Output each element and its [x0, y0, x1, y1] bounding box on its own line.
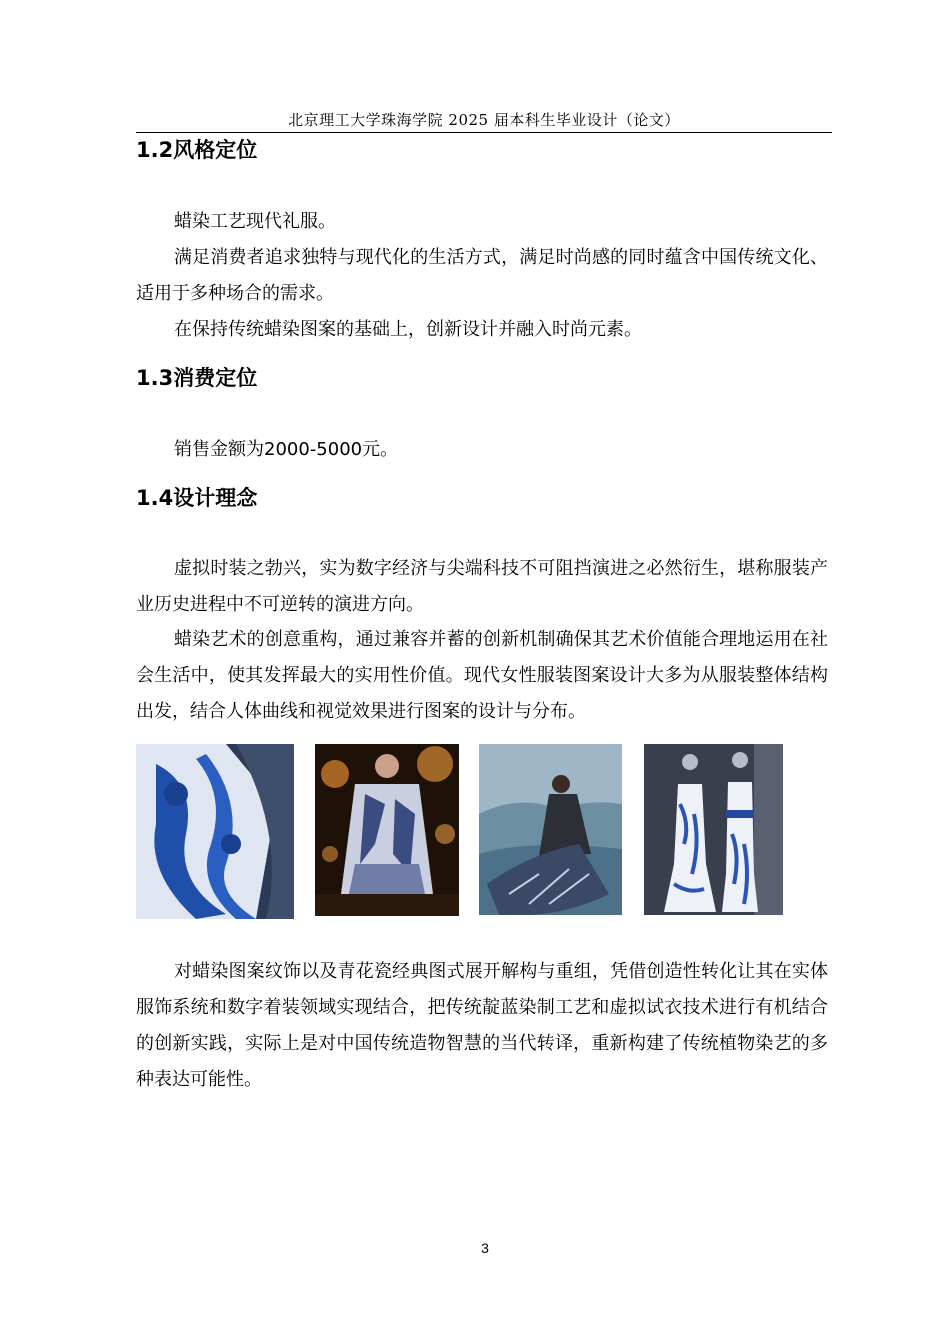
paragraph: 满足消费者追求独特与现代化的生活方式，满足时尚感的同时蕴含中国传统文化、适用于多种场合的需求。: [136, 247, 828, 304]
paragraph: 蜡染艺术的创意重构，通过兼容并蓄的创新机制确保其艺术价值能合理地运用在社会生活中，使其发挥最大的实用性价值。现代女性服装图案设计大多为从服装整体结构出发，结合人体曲线和视觉效果进行图案的设计与分布。: [136, 629, 828, 722]
photo-runway-model: [315, 744, 459, 916]
photo-mountain-model: [479, 744, 622, 915]
section-heading-concept: 1.4设计理念: [136, 486, 258, 510]
page-header: 北京理工大学珠海学院 2025 届本科生毕业设计（论文）: [136, 108, 832, 133]
paragraph: 在保持传统蜡染图案的基础上，创新设计并融入时尚元素。: [174, 319, 642, 340]
page-number: 3: [481, 1240, 489, 1256]
paragraph: 销售金额为2000-5000元。: [174, 439, 399, 460]
photo-porcelain-fabric: [136, 744, 294, 919]
paragraph: 虚拟时装之勃兴，实为数字经济与尖端科技不可阻挡演进之必然衍生，堪称服装产业历史进程中不可逆转的演进方向。: [136, 558, 828, 615]
section-heading-style: 1.2风格定位: [136, 138, 258, 162]
section-heading-consumer: 1.3消费定位: [136, 366, 258, 390]
photo-mannequin-gowns: [644, 744, 783, 915]
paragraph: 对蜡染图案纹饰以及青花瓷经典图式展开解构与重组，凭借创造性转化让其在实体服饰系统和数字着装领域实现结合，把传统靛蓝染制工艺和虚拟试衣技术进行有机结合的创新实践，实际上是对中国传统造物智慧的当代转译，重新构建了传统植物染艺的多种表达可能性。: [136, 961, 828, 1090]
paragraph: 蜡染工艺现代礼服。: [174, 211, 336, 232]
